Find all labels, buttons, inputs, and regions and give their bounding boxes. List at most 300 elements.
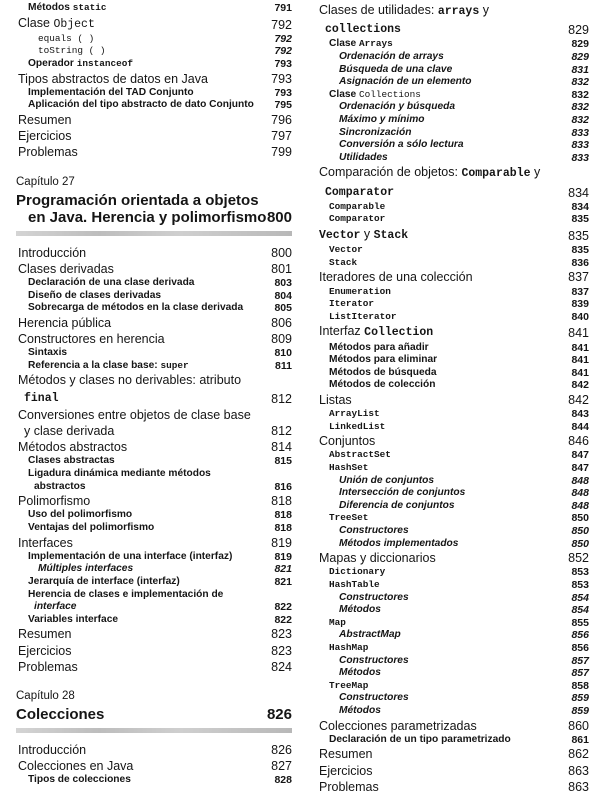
toc-entry[interactable] <box>317 779 589 795</box>
page-number: 835 <box>571 213 589 226</box>
toc-entry-title <box>317 487 565 500</box>
toc-entry-title <box>317 421 565 434</box>
text-segment: Sobrecarga de métodos en la clase derivada <box>28 302 244 314</box>
text-segment: Mapas y diccionarios <box>319 551 436 566</box>
page-number: 812 <box>271 391 292 406</box>
toc-entry[interactable] <box>317 487 589 500</box>
text-segment: Resumen <box>18 627 72 642</box>
toc-entry[interactable] <box>317 538 589 551</box>
toc-entry[interactable] <box>317 392 589 408</box>
chapter-title-line: Programación orientada a objetos <box>16 191 259 209</box>
page-number: 822 <box>274 613 292 626</box>
toc-entry[interactable] <box>16 742 292 758</box>
toc-entry[interactable] <box>16 290 292 303</box>
code-term: Dictionary <box>329 566 386 578</box>
toc-entry[interactable] <box>317 500 589 513</box>
chapter-title-line: Colecciones <box>16 705 105 723</box>
toc-entry[interactable] <box>317 421 589 434</box>
page-number: 803 <box>274 276 292 289</box>
chapter-title[interactable] <box>16 706 292 723</box>
page-number: 832 <box>571 88 589 101</box>
chapter-divider <box>16 231 292 236</box>
chapter-heading <box>16 175 292 236</box>
toc-entry-title <box>317 449 565 462</box>
page-number: 810 <box>274 347 292 360</box>
page-number: 793 <box>274 86 292 99</box>
toc-entry[interactable] <box>317 354 589 367</box>
page-number: 832 <box>571 101 589 114</box>
toc-entry[interactable] <box>317 550 589 566</box>
page-number: 831 <box>571 63 589 76</box>
text-segment: Ordenación y búsqueda <box>339 101 456 113</box>
code-term: Map <box>329 616 346 628</box>
toc-entry[interactable] <box>16 758 292 774</box>
text-segment: Métodos abstractos <box>18 440 128 455</box>
toc-entry[interactable] <box>16 15 292 33</box>
code-term: Comparable <box>461 167 531 181</box>
page-number: 795 <box>274 99 292 112</box>
code-term: Vector <box>329 244 363 256</box>
page-number: 841 <box>571 366 589 379</box>
page-number: 814 <box>271 440 292 455</box>
toc-entry-title <box>16 87 268 100</box>
text-segment: Métodos <box>28 2 73 13</box>
toc-entry-title <box>317 323 562 341</box>
toc-entry[interactable] <box>317 449 589 462</box>
text-segment: Resumen <box>319 747 373 762</box>
toc-entry[interactable] <box>16 439 292 455</box>
text-segment: Operador <box>28 57 77 69</box>
text-segment: Constructores en herencia <box>18 331 165 346</box>
toc-entry[interactable] <box>16 455 292 468</box>
toc-entry[interactable] <box>16 277 292 290</box>
toc-entry-title <box>317 213 565 226</box>
toc-entry-title <box>317 667 565 680</box>
page-number: 847 <box>571 462 589 475</box>
toc-entry-title <box>317 379 565 392</box>
toc-entry-title <box>16 99 268 112</box>
text-segment: Implementación de una interface (interfaz) <box>28 550 233 562</box>
toc-entry-title <box>16 144 265 160</box>
toc-entry[interactable] <box>16 372 292 406</box>
text-segment: Métodos para añadir <box>329 341 429 353</box>
text-segment: Referencia a la clase base: <box>28 359 161 371</box>
page-number: 855 <box>571 616 589 629</box>
toc-entry[interactable] <box>317 379 589 392</box>
toc-entry[interactable] <box>16 2 292 15</box>
toc-entry[interactable] <box>317 213 589 226</box>
toc-entry[interactable] <box>317 512 589 525</box>
toc-entry[interactable] <box>317 579 589 592</box>
code-term: Collections <box>359 88 421 100</box>
toc-entry[interactable] <box>317 692 589 705</box>
toc-entry[interactable] <box>317 617 589 630</box>
chapter-divider <box>16 728 292 733</box>
chapter-heading <box>16 689 292 733</box>
text-segment: Constructores <box>339 591 409 603</box>
text-segment: Comparación de objetos: <box>319 165 462 180</box>
toc-entry-title <box>16 261 265 277</box>
text-segment: Diseño de clases derivadas <box>28 289 162 301</box>
toc-entry[interactable] <box>317 201 589 214</box>
toc-entry[interactable] <box>317 311 589 324</box>
code-term: Comparator <box>329 213 386 225</box>
toc-entry[interactable] <box>317 342 589 355</box>
toc-entry-title <box>16 302 268 315</box>
code-term: HashMap <box>329 642 369 653</box>
page-number: 854 <box>571 604 589 617</box>
text-segment: Colecciones parametrizadas <box>319 718 477 733</box>
toc-entry[interactable] <box>317 604 589 617</box>
text-segment: Introducción <box>18 742 87 757</box>
toc-entry-title <box>16 643 265 659</box>
text-segment: Iteradores de una colección <box>319 270 473 285</box>
toc-entry[interactable] <box>317 244 589 257</box>
toc-entry-title <box>317 286 565 299</box>
toc-entry-title <box>317 746 562 762</box>
toc-entry-title <box>16 347 268 360</box>
toc-entry[interactable] <box>317 629 589 642</box>
toc-entry[interactable] <box>317 408 589 421</box>
toc-entry[interactable] <box>16 614 292 627</box>
page-number: 832 <box>571 113 589 126</box>
text-segment: AbstractMap <box>339 629 401 641</box>
toc-entry[interactable] <box>16 626 292 642</box>
page-number: 834 <box>568 185 589 200</box>
text-segment: y <box>479 3 489 17</box>
page-number: 827 <box>271 759 292 774</box>
page-number: 818 <box>274 509 292 522</box>
page-number: 846 <box>568 434 589 449</box>
toc-entry-title <box>317 367 565 380</box>
toc-entry-title <box>16 71 265 87</box>
code-term: ArrayList <box>329 408 380 420</box>
page-number: 841 <box>568 326 589 341</box>
page-number: 799 <box>271 145 292 160</box>
toc-entry[interactable] <box>317 746 589 762</box>
page-number: 850 <box>571 525 589 538</box>
toc-entry-title <box>16 742 265 758</box>
toc-entry[interactable] <box>317 763 589 779</box>
toc-entry[interactable] <box>317 705 589 718</box>
text-segment: Colecciones en Java <box>18 759 134 774</box>
page-number: 823 <box>271 643 292 658</box>
page-number: 809 <box>271 331 292 346</box>
toc-entry-title <box>317 64 565 77</box>
page-number: 834 <box>571 200 589 213</box>
text-segment: Listas <box>319 392 352 407</box>
toc-entry[interactable] <box>317 226 589 244</box>
toc-entry[interactable] <box>16 128 292 144</box>
toc-entry[interactable] <box>16 493 292 509</box>
toc-entry-title <box>16 535 265 551</box>
toc-entry[interactable] <box>16 87 292 100</box>
toc-entry[interactable] <box>317 286 589 299</box>
toc-entry[interactable] <box>317 323 589 341</box>
toc-entry-title <box>16 407 265 439</box>
toc-entry-title <box>317 779 562 795</box>
toc-entry[interactable] <box>317 566 589 579</box>
page-number: 848 <box>571 474 589 487</box>
toc-entry[interactable] <box>317 139 589 152</box>
text-segment: Unión de conjuntos <box>339 474 435 486</box>
page-number: 840 <box>571 310 589 323</box>
toc-entry[interactable] <box>317 64 589 77</box>
toc-entry-title <box>317 311 565 324</box>
toc-entry-title <box>16 493 265 509</box>
toc-entry-title <box>317 433 562 449</box>
toc-entry[interactable] <box>16 659 292 675</box>
text-segment: Herencia pública <box>18 315 112 330</box>
toc-entry[interactable] <box>317 298 589 311</box>
toc-entry-continuation <box>319 20 401 38</box>
toc-entry[interactable] <box>16 33 292 46</box>
toc-entry-title <box>317 579 565 592</box>
toc-entry-continuation <box>28 601 76 614</box>
toc-left-column <box>16 2 292 787</box>
page-number: 828 <box>274 774 292 787</box>
toc-entry[interactable] <box>317 89 589 102</box>
toc-entry-title <box>317 408 565 421</box>
toc-entry-title <box>317 462 565 475</box>
text-segment: Declaración de una clase derivada <box>28 276 195 288</box>
code-term: Comparable <box>329 200 386 212</box>
toc-entry[interactable] <box>16 331 292 347</box>
text-segment: Ejercicios <box>319 763 373 778</box>
toc-entry[interactable] <box>317 38 589 51</box>
chapter-title-text <box>16 706 104 723</box>
page-number: 829 <box>571 51 589 63</box>
text-segment: Ejercicios <box>18 129 72 144</box>
toc-entry[interactable] <box>16 71 292 87</box>
toc-entry-title <box>16 509 268 522</box>
toc-entry-title <box>16 360 269 373</box>
toc-entry[interactable] <box>317 680 589 693</box>
text-segment: Problemas <box>319 779 379 794</box>
toc-entry[interactable] <box>16 522 292 535</box>
page-number: 835 <box>568 228 589 243</box>
text-segment: Métodos <box>339 667 381 679</box>
text-segment: Clase <box>18 15 54 30</box>
page-number: 792 <box>274 32 292 45</box>
toc-entry-title <box>317 538 565 551</box>
toc-entry[interactable] <box>16 468 292 493</box>
text-segment: Interfaces <box>18 535 73 550</box>
page-number: 801 <box>271 261 292 276</box>
code-term: Enumeration <box>329 285 391 297</box>
page-number: 848 <box>571 487 589 500</box>
code-term: interface <box>34 601 77 613</box>
page-number: 836 <box>571 256 589 269</box>
toc-entry-title <box>16 758 265 774</box>
toc-entry-continuation <box>319 183 394 201</box>
toc-entry[interactable] <box>317 655 589 668</box>
text-segment: Asignación de un elemento <box>339 76 472 88</box>
page-number: 821 <box>274 563 292 576</box>
text-segment: Problemas <box>18 145 78 160</box>
toc-entry[interactable] <box>317 101 589 114</box>
toc-entry-title <box>16 522 268 535</box>
toc-entry-title <box>317 734 565 747</box>
page-number: 797 <box>271 129 292 144</box>
toc-entry-title <box>317 475 565 488</box>
toc-entry-title <box>317 244 565 257</box>
toc-entry[interactable] <box>317 367 589 380</box>
text-segment: Métodos y clases no derivables: atributo <box>18 373 242 388</box>
toc-entry[interactable] <box>16 576 292 589</box>
page-number: 852 <box>568 551 589 566</box>
toc-entry-title <box>16 112 265 128</box>
chapter-title[interactable] <box>16 192 292 226</box>
toc-entry[interactable] <box>16 535 292 551</box>
toc-entry[interactable] <box>16 58 292 71</box>
chapter-label: Capítulo 27 <box>16 175 75 188</box>
code-term: equals ( ) <box>38 32 95 44</box>
code-term: toString ( ) <box>38 45 106 57</box>
toc-entry-title <box>317 525 565 538</box>
toc-entry[interactable] <box>16 261 292 277</box>
toc-entry-title <box>16 659 265 675</box>
toc-entry-title <box>16 439 265 455</box>
page-number: 863 <box>568 763 589 778</box>
toc-entry-title <box>317 226 562 244</box>
toc-entry[interactable] <box>317 475 589 488</box>
toc-entry[interactable] <box>317 667 589 680</box>
code-term: arrays <box>437 5 480 18</box>
toc-entry[interactable] <box>317 642 589 655</box>
text-segment: Métodos de colección <box>329 379 436 391</box>
toc-entry-title <box>317 655 565 668</box>
toc-entry[interactable] <box>16 589 292 614</box>
toc-entry-title <box>16 331 265 347</box>
toc-entry[interactable] <box>317 433 589 449</box>
toc-entry-title <box>317 550 562 566</box>
page-number: 833 <box>571 126 589 139</box>
toc-entry[interactable] <box>317 51 589 64</box>
toc-entry-title <box>317 392 562 408</box>
toc-entry-title <box>317 342 565 355</box>
toc-entry[interactable] <box>16 347 292 360</box>
toc-entry[interactable] <box>16 315 292 331</box>
text-segment: Problemas <box>18 659 78 674</box>
page-number: 859 <box>571 704 589 717</box>
toc-entry[interactable] <box>16 551 292 564</box>
toc-entry-title <box>317 566 565 579</box>
page-number: 823 <box>271 627 292 642</box>
text-segment: Variables interface <box>28 613 119 625</box>
toc-entry[interactable] <box>16 509 292 522</box>
chapter-label: Capítulo 28 <box>16 689 75 702</box>
text-segment: Sintaxis <box>28 347 68 359</box>
toc-entry[interactable] <box>317 76 589 89</box>
toc-entry[interactable] <box>16 360 292 373</box>
toc-entry[interactable] <box>317 2 589 38</box>
toc-entry[interactable] <box>317 525 589 538</box>
toc-entry[interactable] <box>16 99 292 112</box>
toc-entry-title <box>317 298 565 311</box>
toc-entry[interactable] <box>16 144 292 160</box>
page-number: 829 <box>571 38 589 51</box>
toc-entry-title <box>317 354 565 367</box>
page-number: 819 <box>274 550 292 563</box>
toc-entry-title <box>16 372 265 406</box>
toc-entry[interactable] <box>317 462 589 475</box>
toc-entry-title <box>317 763 562 779</box>
page-number: 842 <box>571 379 589 392</box>
text-segment: Clase <box>329 88 360 100</box>
text-segment: Métodos para eliminar <box>329 354 438 366</box>
page-number: 861 <box>571 733 589 746</box>
toc-entry[interactable] <box>317 127 589 140</box>
page-number: 818 <box>274 521 292 534</box>
toc-entry[interactable] <box>317 114 589 127</box>
page-number: 837 <box>568 270 589 285</box>
toc-entry[interactable] <box>16 302 292 315</box>
toc-entry[interactable] <box>317 734 589 747</box>
toc-entry[interactable] <box>16 45 292 58</box>
toc-entry[interactable] <box>16 774 292 787</box>
code-term: super <box>160 359 189 371</box>
text-segment: Conversiones entre objetos de clase base <box>18 407 251 422</box>
toc-entry-title <box>317 604 565 617</box>
toc-entry-title <box>317 500 565 513</box>
toc-entry[interactable] <box>317 164 589 200</box>
toc-entry-title <box>16 774 268 787</box>
page-number: 792 <box>271 17 292 32</box>
page-number: 842 <box>568 392 589 407</box>
toc-entry[interactable] <box>317 269 589 285</box>
code-term: instanceof <box>76 57 133 69</box>
toc-entry[interactable] <box>317 718 589 734</box>
code-term: Vector <box>319 228 361 242</box>
toc-entry[interactable] <box>16 563 292 576</box>
chapter-title-line: en Java. Herencia y polimorfismo <box>28 208 267 226</box>
toc-entry-title <box>16 626 265 642</box>
text-segment: abstractos <box>34 480 86 492</box>
toc-entry-title <box>16 2 268 15</box>
toc-entry-title <box>317 76 565 89</box>
code-term: AbstractSet <box>329 449 391 461</box>
text-segment: Sincronización <box>339 126 412 138</box>
toc-entry-title <box>16 455 268 468</box>
code-term: Object <box>53 17 95 31</box>
page-number: 826 <box>266 705 292 723</box>
toc-entry[interactable] <box>16 407 292 439</box>
toc-entry[interactable] <box>16 643 292 659</box>
page-number: 796 <box>271 112 292 127</box>
toc-entry[interactable] <box>16 112 292 128</box>
text-segment: Declaración de un tipo parametrizado <box>329 733 511 745</box>
toc-entry-title <box>16 45 268 58</box>
page-number: 816 <box>274 480 292 493</box>
text-segment: Métodos implementados <box>339 537 459 549</box>
toc-entry[interactable] <box>317 257 589 270</box>
text-segment: Clases abstractas <box>28 455 115 467</box>
toc-entry[interactable] <box>317 152 589 165</box>
toc-entry-title <box>16 551 268 564</box>
text-segment: Aplicación del tipo abstracto de dato Conjunto <box>28 99 254 111</box>
page-number: 822 <box>274 601 292 614</box>
toc-entry[interactable] <box>317 592 589 605</box>
page-number: 792 <box>274 45 292 58</box>
page-number: 844 <box>571 420 589 433</box>
text-segment: Ejercicios <box>18 643 72 658</box>
page-number: 793 <box>271 71 292 86</box>
text-segment: Clases derivadas <box>18 261 114 276</box>
toc-entry[interactable] <box>16 245 292 261</box>
page-number: 862 <box>568 747 589 762</box>
page-number: 854 <box>571 591 589 604</box>
